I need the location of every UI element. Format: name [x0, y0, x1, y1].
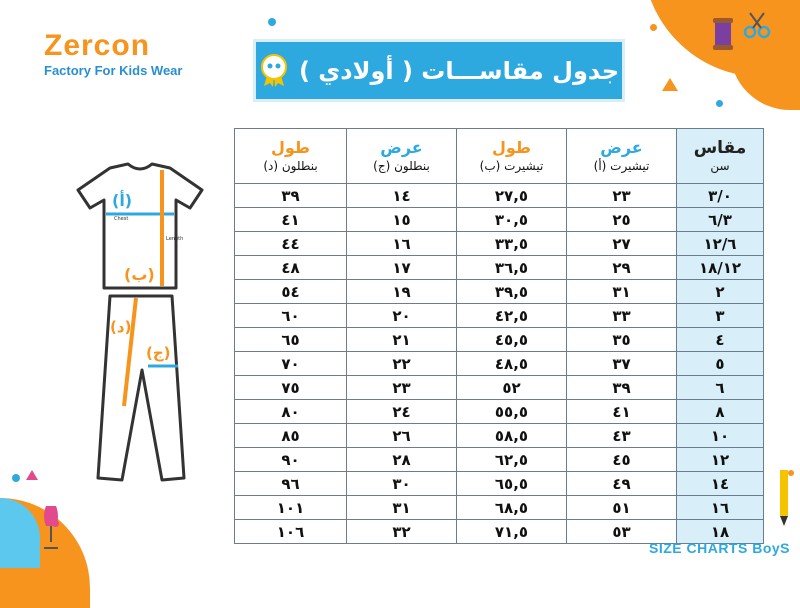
chest-label: Chest — [114, 216, 129, 222]
brand-tagline: Factory For Kids Wear — [44, 63, 183, 78]
decor-dot — [716, 100, 723, 107]
thread-spool-icon — [710, 16, 736, 52]
table-row — [235, 232, 764, 256]
cell-size: ٥ — [677, 352, 764, 376]
cell-shirt-length: ٣٣,٥ — [457, 232, 567, 256]
cell-pants-width: ٢٢ — [347, 352, 457, 376]
cell-shirt-width: ٣١ — [567, 280, 677, 304]
cell-shirt-width: ٤٣ — [567, 424, 677, 448]
garment-measurement-illustration — [70, 160, 210, 490]
table-row — [235, 208, 764, 232]
cell-pants-length: ٤٤ — [235, 232, 347, 256]
cell-size: ٨ — [677, 400, 764, 424]
cell-size: ١٢/٦ — [677, 232, 764, 256]
shirt-width-label: (أ) — [112, 191, 133, 210]
cell-shirt-length: ٤٨,٥ — [457, 352, 567, 376]
cell-shirt-width: ٥٣ — [567, 520, 677, 544]
footer-caption: SIZE CHARTS BoyS — [648, 540, 790, 556]
cell-shirt-width: ٤١ — [567, 400, 677, 424]
header-size — [677, 129, 764, 184]
cell-shirt-length: ٤٢,٥ — [457, 304, 567, 328]
brand-name: Zercon — [44, 29, 151, 62]
table-row — [235, 304, 764, 328]
cell-size: ١٨ — [677, 520, 764, 544]
cell-shirt-length: ٣٩,٥ — [457, 280, 567, 304]
table-row — [235, 256, 764, 280]
cell-size: ٢ — [677, 280, 764, 304]
cell-shirt-width: ٤٥ — [567, 448, 677, 472]
decor-dot — [650, 24, 657, 31]
cell-shirt-length: ٥٨,٥ — [457, 424, 567, 448]
cell-size: ٤ — [677, 328, 764, 352]
cell-pants-width: ٣٠ — [347, 472, 457, 496]
cell-pants-length: ٤١ — [235, 208, 347, 232]
cell-pants-length: ٨٠ — [235, 400, 347, 424]
cell-size: ٦/٣ — [677, 208, 764, 232]
table-row — [235, 280, 764, 304]
cell-pants-width: ٢٦ — [347, 424, 457, 448]
cell-shirt-width: ٤٩ — [567, 472, 677, 496]
length-label: Length — [166, 236, 184, 242]
table-row — [235, 496, 764, 520]
decor-triangle — [662, 78, 678, 91]
cell-size: ٦ — [677, 376, 764, 400]
table-row — [235, 400, 764, 424]
header-shirt-width-sub: تيشيرت (أ) — [593, 159, 650, 173]
cell-size: ١٢ — [677, 448, 764, 472]
cell-pants-width: ٢١ — [347, 328, 457, 352]
cell-shirt-length: ٦٢,٥ — [457, 448, 567, 472]
cell-shirt-length: ٦٥,٥ — [457, 472, 567, 496]
cell-shirt-width: ٥١ — [567, 496, 677, 520]
cell-pants-length: ٣٩ — [235, 184, 347, 208]
cell-pants-width: ١٩ — [347, 280, 457, 304]
cell-size: ١٤ — [677, 472, 764, 496]
cell-pants-width: ٢٠ — [347, 304, 457, 328]
cell-shirt-width: ٣٩ — [567, 376, 677, 400]
cell-shirt-width: ٣٥ — [567, 328, 677, 352]
table-row — [235, 376, 764, 400]
pants-length-label: (د) — [110, 318, 132, 336]
header-pants-width — [347, 129, 457, 184]
cell-shirt-width: ٢٣ — [567, 184, 677, 208]
header-pants-length — [235, 129, 347, 184]
cell-shirt-length: ٢٧,٥ — [457, 184, 567, 208]
header-pants-length-sub: بنطلون (د) — [263, 159, 318, 173]
table-row — [235, 448, 764, 472]
cell-shirt-length: ٣٦,٥ — [457, 256, 567, 280]
cell-pants-width: ٣١ — [347, 496, 457, 520]
cell-pants-length: ٤٨ — [235, 256, 347, 280]
cell-pants-length: ٨٥ — [235, 424, 347, 448]
cell-shirt-length: ٥٥,٥ — [457, 400, 567, 424]
cell-shirt-width: ٢٧ — [567, 232, 677, 256]
cell-size: ١٠ — [677, 424, 764, 448]
cell-pants-length: ٦٥ — [235, 328, 347, 352]
cell-pants-length: ٥٤ — [235, 280, 347, 304]
cell-shirt-width: ٣٣ — [567, 304, 677, 328]
cell-shirt-width: ٣٧ — [567, 352, 677, 376]
header-shirt-length — [457, 129, 567, 184]
cell-shirt-length: ٥٢ — [457, 376, 567, 400]
cell-pants-length: ٩٠ — [235, 448, 347, 472]
cell-shirt-length: ٦٨,٥ — [457, 496, 567, 520]
cell-size: ١٨/١٢ — [677, 256, 764, 280]
header-shirt-length-sub: تيشيرت (ب) — [479, 159, 544, 173]
size-chart-table — [234, 128, 764, 544]
cell-shirt-length: ٣٠,٥ — [457, 208, 567, 232]
page-title: جدول مقاســـات ( أولادي ) — [298, 56, 620, 85]
award-badge-icon — [259, 54, 289, 88]
cell-pants-length: ٧٥ — [235, 376, 347, 400]
pants-width-label: (ج) — [146, 344, 171, 362]
cell-pants-length: ١٠١ — [235, 496, 347, 520]
cell-pants-width: ٢٣ — [347, 376, 457, 400]
cell-pants-length: ٩٦ — [235, 472, 347, 496]
header-pants-width-sub: بنطلون (ج) — [373, 159, 430, 173]
table-row — [235, 424, 764, 448]
header-pants-length-main: طول — [271, 138, 310, 157]
cell-size: ٣/٠ — [677, 184, 764, 208]
table-header-row — [235, 129, 764, 184]
header-shirt-length-main: طول — [492, 138, 531, 157]
header-size-sub: سن — [710, 159, 730, 173]
cell-pants-width: ٢٨ — [347, 448, 457, 472]
cell-size: ١٦ — [677, 496, 764, 520]
cell-pants-width: ١٧ — [347, 256, 457, 280]
shirt-length-label: (ب) — [124, 265, 155, 284]
decor-dot — [268, 18, 276, 26]
header-shirt-width — [567, 129, 677, 184]
scissors-icon — [742, 10, 772, 40]
cell-pants-width: ١٥ — [347, 208, 457, 232]
cell-shirt-length: ٤٥,٥ — [457, 328, 567, 352]
table-row — [235, 352, 764, 376]
cell-shirt-width: ٢٥ — [567, 208, 677, 232]
cell-shirt-width: ٢٩ — [567, 256, 677, 280]
decor-dot — [12, 474, 20, 482]
cell-pants-width: ١٦ — [347, 232, 457, 256]
cell-pants-width: ٢٤ — [347, 400, 457, 424]
header-pants-width-main: عرض — [380, 138, 423, 157]
table-row — [235, 472, 764, 496]
table-row — [235, 328, 764, 352]
page-title-banner — [253, 39, 625, 102]
cell-pants-width: ١٤ — [347, 184, 457, 208]
cell-pants-width: ٣٢ — [347, 520, 457, 544]
table-row — [235, 184, 764, 208]
cell-size: ٣ — [677, 304, 764, 328]
cell-pants-length: ٦٠ — [235, 304, 347, 328]
cell-shirt-length: ٧١,٥ — [457, 520, 567, 544]
header-size-main: مقاس — [693, 138, 747, 158]
pencil-icon — [774, 468, 794, 528]
cell-pants-length: ١٠٦ — [235, 520, 347, 544]
mannequin-icon — [38, 504, 64, 550]
brand-logo — [44, 30, 182, 78]
header-shirt-width-main: عرض — [600, 138, 643, 157]
decor-triangle — [26, 470, 38, 480]
cell-pants-length: ٧٠ — [235, 352, 347, 376]
